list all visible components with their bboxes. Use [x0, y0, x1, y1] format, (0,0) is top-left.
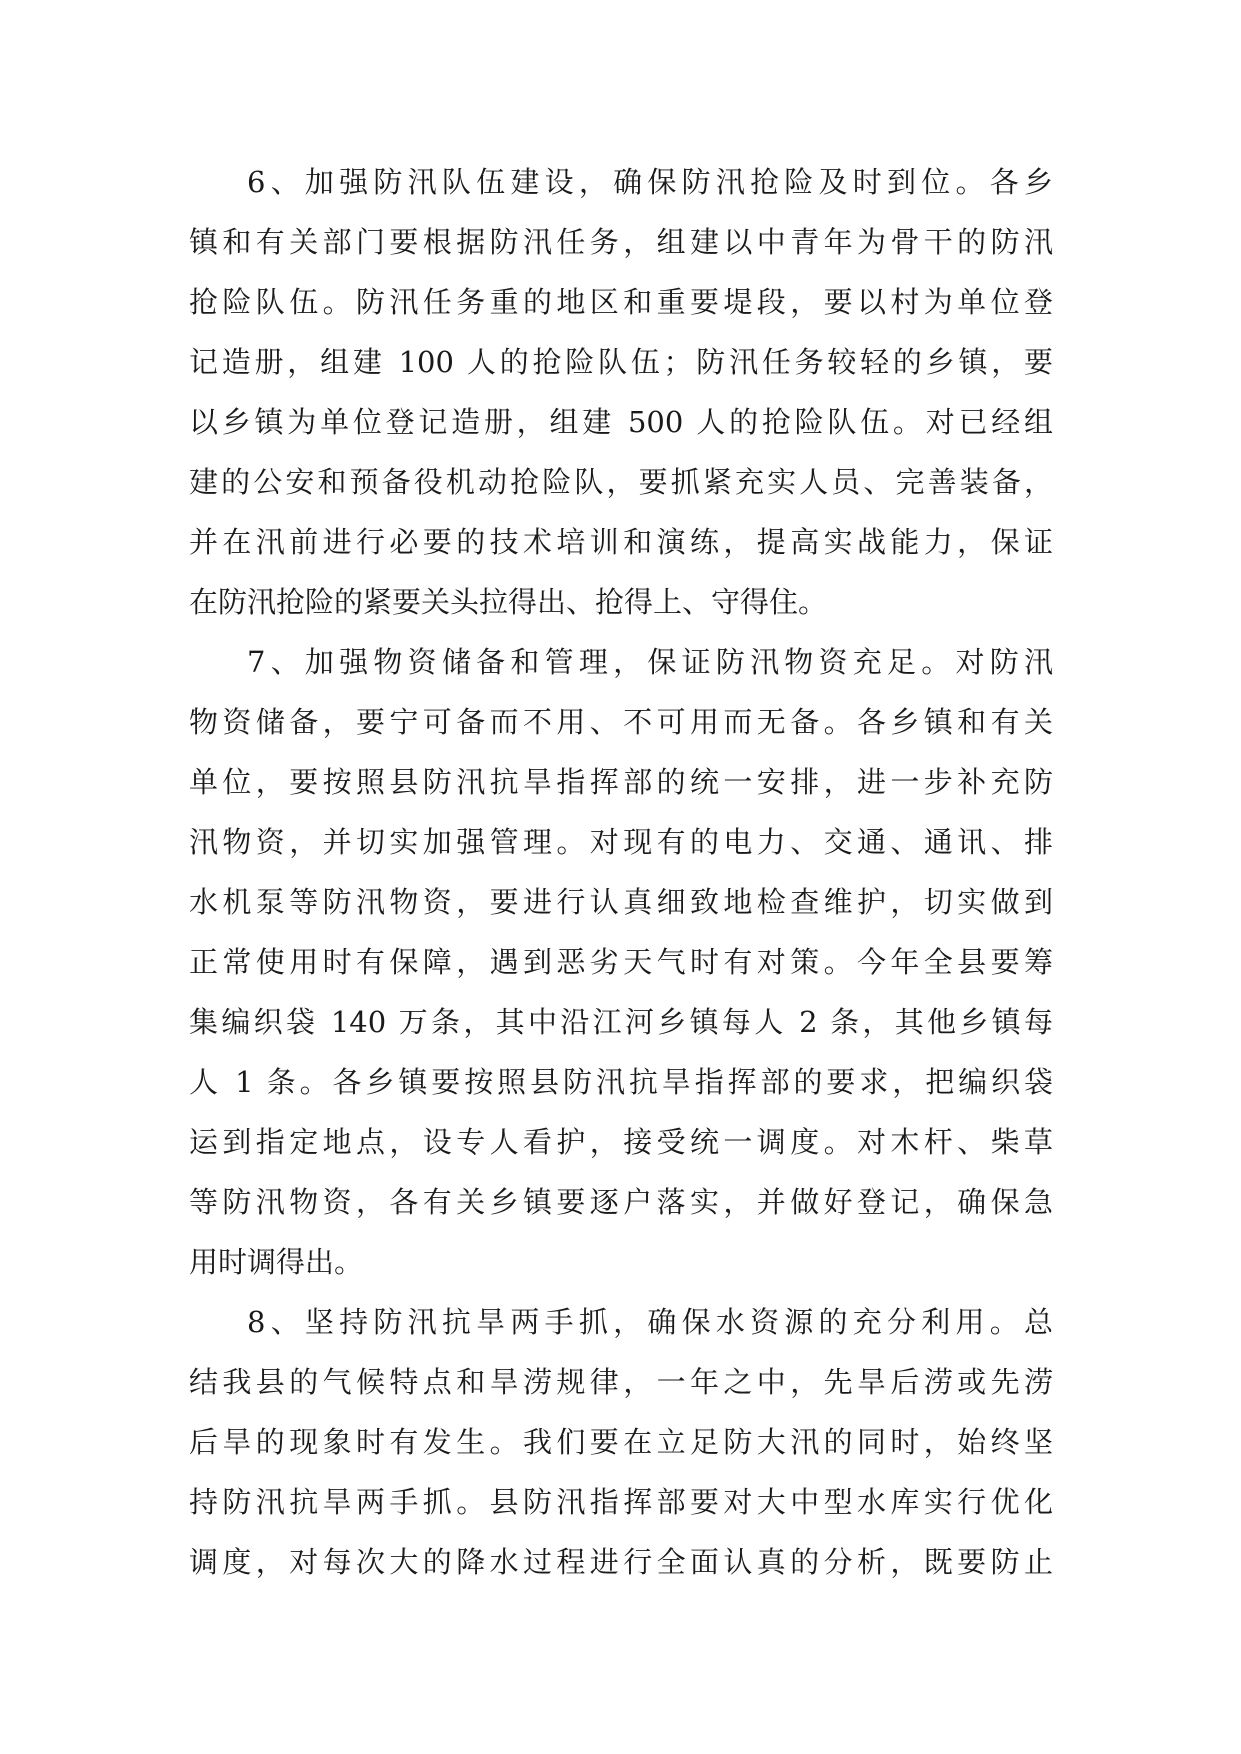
- text-line: 单位，要按照县防汛抗旱指挥部的统一安排，进一步补充防: [189, 765, 1053, 799]
- text-line: 等防汛物资，各有关乡镇要逐户落实，并做好登记，确保急: [189, 1185, 1053, 1219]
- text-line: 7、加强物资储备和管理，保证防汛物资充足。对防汛: [247, 645, 1053, 679]
- text-line: 用时调得出。: [189, 1245, 364, 1279]
- text-line: 在防汛抢险的紧要关头拉得出、抢得上、守得住。: [189, 585, 828, 619]
- text-line: 6、加强防汛队伍建设，确保防汛抢险及时到位。各乡: [247, 165, 1053, 199]
- text-line: 物资储备，要宁可备而不用、不可用而无备。各乡镇和有关: [189, 705, 1053, 739]
- text-line: 正常使用时有保障，遇到恶劣天气时有对策。今年全县要筹: [189, 945, 1053, 979]
- paragraph-6: [189, 152, 1053, 632]
- text-line: 调度，对每次大的降水过程进行全面认真的分析，既要防止: [189, 1545, 1053, 1579]
- paragraph-8: [189, 1292, 1053, 1592]
- text-line: 以乡镇为单位登记造册，组建 500 人的抢险队伍。对已经组: [189, 405, 1053, 439]
- text-line: 抢险队伍。防汛任务重的地区和重要堤段，要以村为单位登: [189, 285, 1053, 319]
- text-line: 人 1 条。各乡镇要按照县防汛抗旱指挥部的要求，把编织袋: [189, 1065, 1053, 1099]
- text-line: 8、坚持防汛抗旱两手抓，确保水资源的充分利用。总: [247, 1305, 1053, 1339]
- document-body: [189, 152, 1053, 1592]
- text-line: 汛物资，并切实加强管理。对现有的电力、交通、通讯、排: [189, 825, 1053, 859]
- text-line: 建的公安和预备役机动抢险队，要抓紧充实人员、完善装备，: [189, 465, 1053, 499]
- text-line: 运到指定地点，设专人看护，接受统一调度。对木杆、柴草: [189, 1125, 1053, 1159]
- paragraph-7: [189, 632, 1053, 1292]
- text-line: 水机泵等防汛物资，要进行认真细致地检查维护，切实做到: [189, 885, 1053, 919]
- text-line: 持防汛抗旱两手抓。县防汛指挥部要对大中型水库实行优化: [189, 1485, 1053, 1519]
- text-line: 镇和有关部门要根据防汛任务，组建以中青年为骨干的防汛: [189, 225, 1053, 259]
- text-line: 并在汛前进行必要的技术培训和演练，提高实战能力，保证: [189, 525, 1053, 559]
- text-line: 后旱的现象时有发生。我们要在立足防大汛的同时，始终坚: [189, 1425, 1053, 1459]
- text-line: 集编织袋 140 万条，其中沿江河乡镇每人 2 条，其他乡镇每: [189, 1005, 1053, 1039]
- text-line: 结我县的气候特点和旱涝规律，一年之中，先旱后涝或先涝: [189, 1365, 1053, 1399]
- text-line: 记造册，组建 100 人的抢险队伍；防汛任务较轻的乡镇，要: [189, 345, 1053, 379]
